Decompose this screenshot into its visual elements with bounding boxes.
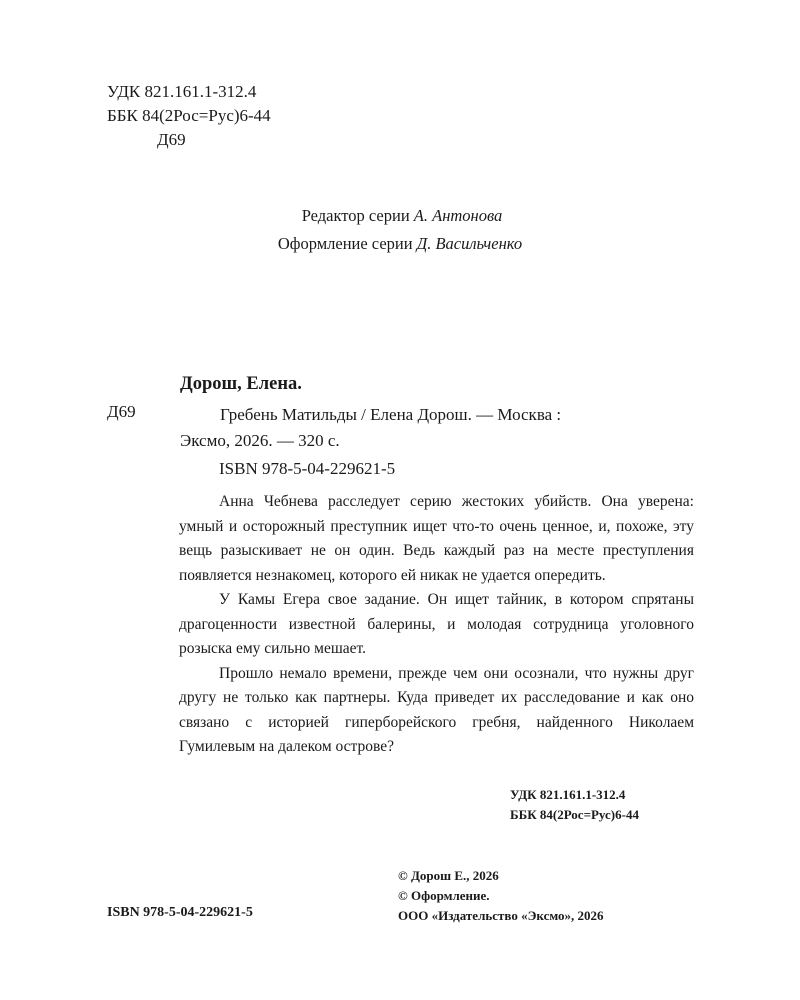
bibliographic-description xyxy=(180,402,700,454)
series-credits xyxy=(0,202,800,258)
biblio-line-1: Гребень Матильды / Елена Дорош. — Москва : xyxy=(220,405,562,424)
footer-bbk: ББК 84(2Рос=Рус)6-44 xyxy=(510,807,639,822)
design-name: Д. Васильченко xyxy=(416,234,523,253)
copyright-author: © Дорош Е., 2026 xyxy=(398,868,499,883)
annotation-paragraph: У Камы Егера свое задание. Он ищет тайник, в котором спрятаны драгоценности известной балерины, и молодая сотрудница уголовного розыска ему сильно мешает. xyxy=(179,591,694,657)
footer-isbn: ISBN 978-5-04-229621-5 xyxy=(107,905,253,920)
record-isbn: ISBN 978-5-04-229621-5 xyxy=(219,459,396,478)
footer-udk: УДК 821.161.1-312.4 xyxy=(510,787,626,802)
copyright-block xyxy=(398,866,604,926)
editor-name: А. Антонова xyxy=(413,206,503,225)
udk-code: УДК 821.161.1-312.4 xyxy=(107,82,257,101)
footer-classification xyxy=(510,785,639,825)
annotation xyxy=(179,490,694,760)
biblio-line-2: Эксмо, 2026. — 320 с. xyxy=(180,431,340,450)
series-editor xyxy=(4,202,800,230)
record-author: Дорош, Елена. xyxy=(180,374,302,394)
author-mark: Д69 xyxy=(157,130,186,149)
copyright-publisher: ООО «Издательство «Эксмо», 2026 xyxy=(398,908,604,923)
design-label: Оформление серии xyxy=(277,234,413,253)
record-margin-mark: Д69 xyxy=(107,402,136,421)
bbk-code: ББК 84(2Рос=Рус)6-44 xyxy=(107,106,271,125)
annotation-paragraph: Прошло немало времени, прежде чем они осознали, что нужны друг другу не только как партнеры. Куда приведет их расследование и как оно связано с историей гиперборейского гребня, найденного Николаем Гумилевым на далеком острове? xyxy=(179,664,694,755)
editor-label: Редактор серии xyxy=(301,206,410,225)
classification-codes xyxy=(107,80,271,152)
copyright-design: © Оформление. xyxy=(398,888,490,903)
annotation-paragraph: Анна Чебнева расследует серию жестоких убийств. Она уверена: умный и осторожный преступник ищет что-то очень ценное, и, похоже, эту вещь разыскивает не он один. Ведь каждый раз на месте преступления появляется незнакомец, которого ей никак не удается опередить. xyxy=(179,493,694,584)
series-design xyxy=(0,230,800,258)
